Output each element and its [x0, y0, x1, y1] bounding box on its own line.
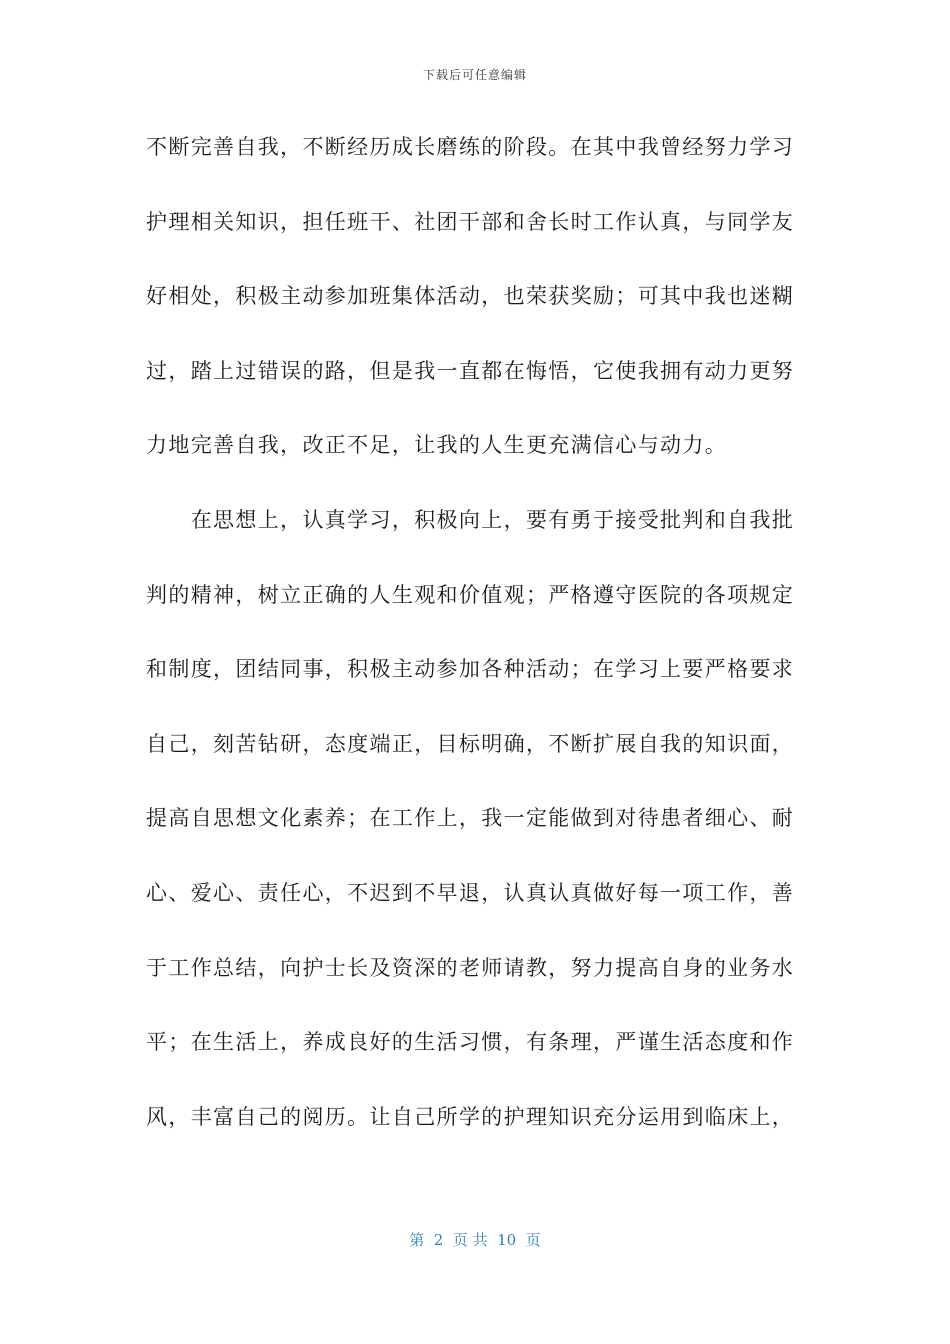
text-line: 过，踏上过错误的路，但是我一直都在悔悟，它使我拥有动力更努 — [146, 358, 795, 383]
text-line: 自己，刻苦钻研，态度端正，目标明确，不断扩展自我的知识面， — [146, 731, 795, 756]
text-line: 心、爱心、责任心，不迟到不早退，认真认真做好每一项工作，善 — [146, 880, 795, 905]
text-line: 判的精神，树立正确的人生观和价值观；严格遵守医院的各项规定 — [146, 582, 795, 607]
text-line: 平；在生活上，养成良好的生活习惯，有条理，严谨生活态度和作 — [146, 1030, 795, 1055]
document-body — [146, 122, 795, 1166]
text-line: 好相处，积极主动参加班集体活动，也荣获奖励；可其中我也迷糊 — [146, 284, 795, 309]
text-line: 护理相关知识，担任班干、社团干部和舍长时工作认真，与同学友 — [146, 209, 795, 234]
text-line: 提高自思想文化素养；在工作上，我一定能做到对待患者细心、耐 — [146, 806, 795, 831]
text-line: 不断完善自我，不断经历成长磨练的阶段。在其中我曾经努力学习 — [146, 135, 795, 159]
text-line: 风，丰富自己的阅历。让自己所学的护理知识充分运用到临床上， — [146, 1104, 795, 1129]
page-number-footer: 第 2 页 共 10 页 — [409, 1231, 541, 1249]
page-header: 下载后可任意编辑 — [422, 68, 527, 82]
text-line: 于工作总结，向护士长及资深的老师请教，努力提高自身的业务水 — [146, 955, 795, 980]
text-line: 在思想上，认真学习，积极向上，要有勇于接受批判和自我批 — [146, 507, 795, 532]
text-line: 力地完善自我，改正不足，让我的人生更充满信心与动力。 — [146, 433, 728, 458]
text-line: 和制度，团结同事，积极主动参加各种活动；在学习上要严格要求 — [146, 657, 795, 682]
